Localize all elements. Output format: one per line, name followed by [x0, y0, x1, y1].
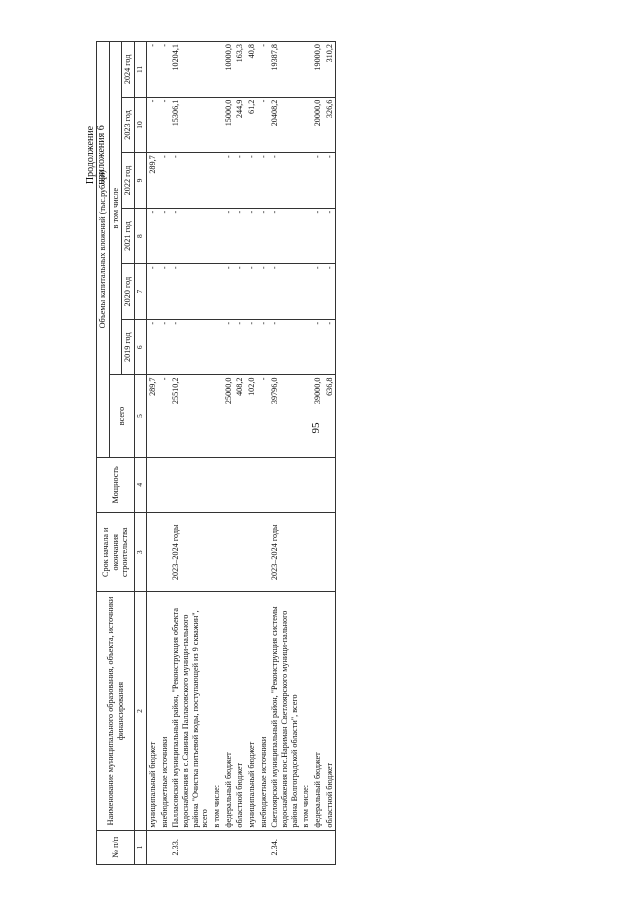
header-including: в том числе: [109, 42, 122, 375]
cell-period: 2023–2024 годы: [170, 513, 211, 592]
cell-y2023: 15306,1: [170, 97, 211, 153]
cell-no: 2.34.: [269, 830, 300, 864]
cell-name: Палласовский муниципальный район, "Реконструкция объекта водоснабжения в с.Савинка Палласовского муници-пального района "Очистка питьевой воды, поступающей из 9 скважин", всего: [170, 592, 211, 830]
column-number: 3: [135, 513, 147, 592]
table-body: [146, 42, 335, 865]
cell-total: -: [159, 375, 171, 457]
cell-capacity: [234, 457, 246, 513]
cell-y2019: -: [223, 319, 235, 375]
cell-y2021: -: [223, 208, 235, 264]
header-year: 2022 год: [122, 153, 135, 209]
cell-y2020: -: [324, 264, 336, 320]
cell-capacity: [223, 457, 235, 513]
cell-y2022: -: [246, 153, 258, 209]
cell-no: 2.33.: [170, 830, 211, 864]
cell-name: муниципальный бюджет: [246, 592, 258, 830]
cell-total: 39000,0: [312, 375, 324, 457]
table-row: [234, 42, 246, 865]
cell-y2024: -: [146, 42, 158, 98]
cell-y2024: 10000,0: [223, 42, 235, 98]
cell-y2019: -: [324, 319, 336, 375]
cell-y2021: -: [159, 208, 171, 264]
header-year: 2020 год: [122, 264, 135, 320]
cell-total: 39796,0: [269, 375, 300, 457]
cell-name: внебюджетные источники: [159, 592, 171, 830]
cell-y2019: [300, 319, 312, 375]
table-row: [324, 42, 336, 865]
table-row: [159, 42, 171, 865]
cell-y2023: [211, 97, 223, 153]
cell-total: [211, 375, 223, 457]
cell-y2023: [300, 97, 312, 153]
column-number: 7: [135, 264, 147, 320]
cell-no: [312, 830, 324, 864]
cell-y2024: -: [159, 42, 171, 98]
cell-period: [234, 513, 246, 592]
cell-no: [246, 830, 258, 864]
cell-y2024: 40,8: [246, 42, 258, 98]
cell-name: внебюджетные источники: [258, 592, 270, 830]
cell-total: 636,8: [324, 375, 336, 457]
cell-y2022: -: [234, 153, 246, 209]
cell-y2024: [211, 42, 223, 98]
cell-y2020: -: [223, 264, 235, 320]
cell-y2019: -: [246, 319, 258, 375]
cell-y2024: 19387,8: [269, 42, 300, 98]
cell-period: [146, 513, 158, 592]
cell-name: федеральный бюджет: [223, 592, 235, 830]
cell-capacity: [246, 457, 258, 513]
header-volumes: Объемы капитальных вложений (тыс.рублей): [97, 42, 110, 458]
cell-y2022: -: [223, 153, 235, 209]
cell-capacity: [269, 457, 300, 513]
cell-y2021: -: [269, 208, 300, 264]
table-row: [312, 42, 324, 865]
page-number: 95: [310, 422, 322, 434]
cell-y2022: -: [312, 153, 324, 209]
cell-no: [300, 830, 312, 864]
cell-y2021: -: [146, 208, 158, 264]
cell-y2024: 310,2: [324, 42, 336, 98]
cell-period: 2023–2024 годы: [269, 513, 300, 592]
cell-y2019: -: [146, 319, 158, 375]
cell-y2023: 61,2: [246, 97, 258, 153]
cell-y2020: [211, 264, 223, 320]
header-year: 2024 год: [122, 42, 135, 98]
column-number: 11: [135, 42, 147, 98]
cell-period: [324, 513, 336, 592]
cell-capacity: [170, 457, 211, 513]
cell-y2021: -: [312, 208, 324, 264]
cell-y2020: -: [159, 264, 171, 320]
cell-y2019: -: [312, 319, 324, 375]
header-year: 2019 год: [122, 319, 135, 375]
cell-y2022: 289,7: [146, 153, 158, 209]
cell-y2019: [211, 319, 223, 375]
cell-period: [223, 513, 235, 592]
column-number: 1: [135, 830, 147, 864]
table-row: [146, 42, 158, 865]
capital-investments-table: [96, 41, 336, 865]
cell-no: [211, 830, 223, 864]
cell-y2019: -: [159, 319, 171, 375]
cell-y2021: -: [246, 208, 258, 264]
cell-y2022: -: [269, 153, 300, 209]
cell-y2022: -: [170, 153, 211, 209]
cell-capacity: [159, 457, 171, 513]
cell-name: Светлоярский муниципальный район, "Реконструкция системы водоснабжения пос.Нариман Светлоярского муници-пального района Волгоградской области", всего: [269, 592, 300, 830]
table-row: [269, 42, 300, 865]
column-number: 2: [135, 592, 147, 830]
appendix-title: Продолжение приложения 6: [85, 125, 107, 185]
column-number: 4: [135, 457, 147, 513]
cell-y2020: -: [170, 264, 211, 320]
cell-y2024: 19000,0: [312, 42, 324, 98]
cell-name: федеральный бюджет: [312, 592, 324, 830]
cell-y2019: -: [269, 319, 300, 375]
table-row: [300, 42, 312, 865]
cell-y2023: -: [258, 97, 270, 153]
cell-name: в том числе:: [300, 592, 312, 830]
cell-y2022: [211, 153, 223, 209]
cell-y2020: -: [269, 264, 300, 320]
cell-capacity: [211, 457, 223, 513]
column-number: 9: [135, 153, 147, 209]
table-row: [170, 42, 211, 865]
column-number: 6: [135, 319, 147, 375]
cell-total: 25510,2: [170, 375, 211, 457]
cell-y2024: 163,3: [234, 42, 246, 98]
cell-y2023: -: [146, 97, 158, 153]
cell-y2020: -: [312, 264, 324, 320]
cell-y2022: -: [324, 153, 336, 209]
header-no: № п/п: [97, 830, 135, 864]
column-number: 8: [135, 208, 147, 264]
cell-y2023: 20408,2: [269, 97, 300, 153]
cell-y2023: 244,9: [234, 97, 246, 153]
cell-no: [223, 830, 235, 864]
cell-y2023: 20000,0: [312, 97, 324, 153]
column-number: 5: [135, 375, 147, 457]
cell-no: [324, 830, 336, 864]
cell-name: областной бюджет: [234, 592, 246, 830]
cell-y2024: [300, 42, 312, 98]
cell-capacity: [300, 457, 312, 513]
cell-total: 289,7: [146, 375, 158, 457]
cell-y2022: -: [159, 153, 171, 209]
cell-no: [146, 830, 158, 864]
cell-y2020: [300, 264, 312, 320]
header-name: Наименование муниципального образования, объекта, источники финансирования: [97, 592, 135, 830]
cell-capacity: [146, 457, 158, 513]
cell-total: 408,2: [234, 375, 246, 457]
cell-y2024: 10204,1: [170, 42, 211, 98]
cell-y2022: [300, 153, 312, 209]
cell-name: в том числе:: [211, 592, 223, 830]
table-row: [258, 42, 270, 865]
cell-y2023: 15000,0: [223, 97, 235, 153]
cell-no: [234, 830, 246, 864]
cell-y2022: -: [258, 153, 270, 209]
cell-total: [300, 375, 312, 457]
cell-y2021: [211, 208, 223, 264]
cell-total: 25000,0: [223, 375, 235, 457]
cell-period: [312, 513, 324, 592]
header-year: 2023 год: [122, 97, 135, 153]
table-row: [211, 42, 223, 865]
cell-y2021: -: [258, 208, 270, 264]
table-row: [223, 42, 235, 865]
header-capacity: Мощность: [97, 457, 135, 513]
cell-no: [258, 830, 270, 864]
cell-period: [258, 513, 270, 592]
column-number: 10: [135, 97, 147, 153]
cell-y2020: -: [258, 264, 270, 320]
cell-y2021: -: [170, 208, 211, 264]
cell-period: [300, 513, 312, 592]
header-year: 2021 год: [122, 208, 135, 264]
cell-y2019: -: [170, 319, 211, 375]
cell-y2021: -: [234, 208, 246, 264]
cell-y2023: -: [159, 97, 171, 153]
cell-y2021: -: [324, 208, 336, 264]
cell-period: [211, 513, 223, 592]
cell-name: муниципальный бюджет: [146, 592, 158, 830]
cell-y2019: -: [234, 319, 246, 375]
cell-capacity: [258, 457, 270, 513]
cell-y2020: -: [146, 264, 158, 320]
header-period: Срок начала и окончания строительства: [97, 513, 135, 592]
table-row: [246, 42, 258, 865]
cell-name: областной бюджет: [324, 592, 336, 830]
cell-y2020: -: [246, 264, 258, 320]
cell-period: [159, 513, 171, 592]
header-total: всего: [109, 375, 134, 457]
cell-y2019: -: [258, 319, 270, 375]
cell-y2023: 326,6: [324, 97, 336, 153]
cell-y2021: [300, 208, 312, 264]
cell-y2024: -: [258, 42, 270, 98]
cell-y2020: -: [234, 264, 246, 320]
cell-capacity: [324, 457, 336, 513]
cell-total: 102,0: [246, 375, 258, 457]
cell-period: [246, 513, 258, 592]
cell-capacity: [312, 457, 324, 513]
cell-total: -: [258, 375, 270, 457]
cell-no: [159, 830, 171, 864]
